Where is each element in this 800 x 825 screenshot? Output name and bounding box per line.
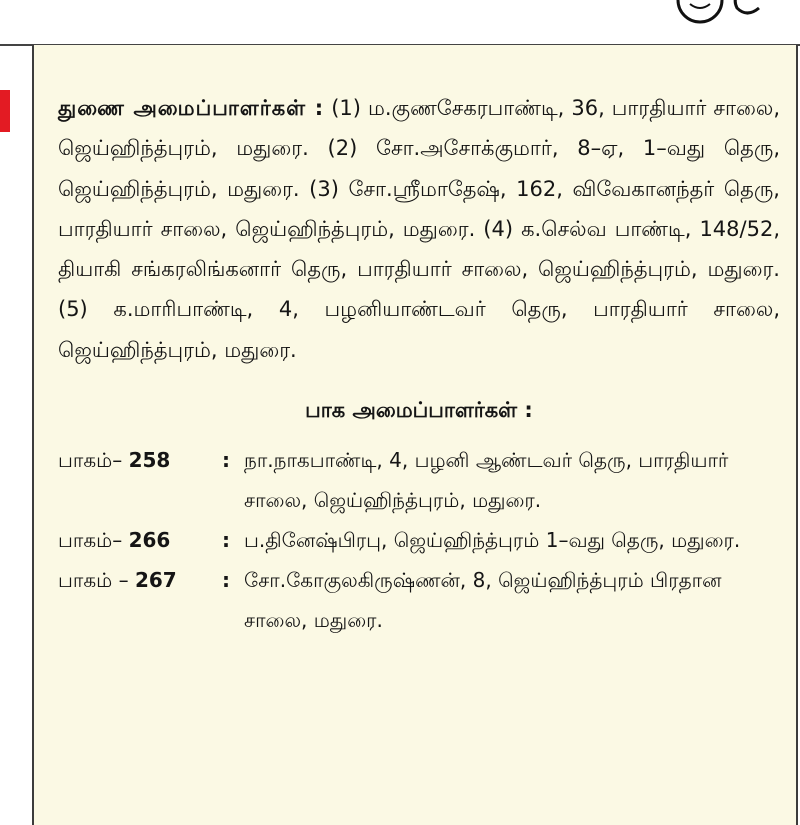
part-colon: :: [222, 528, 230, 553]
part-number: 267: [134, 568, 177, 593]
part-number: 266: [128, 528, 171, 553]
part-prefix: பாகம் –: [58, 568, 135, 593]
assistant-organizers-label: துணை அமைப்பாளர்கள் :: [58, 96, 325, 120]
assistant-organizers-paragraph: [58, 88, 780, 370]
part-colon: :: [222, 448, 230, 473]
part-prefix: பாகம்–: [58, 448, 129, 473]
part-organizers-heading: பாக அமைப்பாளர்கள் :: [305, 398, 533, 423]
part-organizer-text: ப.தினேஷ்பிரபு, ஜெய்ஹிந்த்புரம் 1–வது தெரு, மதுரை.: [244, 528, 741, 553]
part-entry: [58, 520, 780, 560]
part-entry: [58, 560, 780, 640]
part-label: [58, 440, 208, 520]
part-organizer-text: சோ.கோகுலகிருஷ்ணன், 8, ஜெய்ஹிந்த்புரம் பிரதான சாலை, மதுரை.: [244, 568, 722, 633]
part-organizer-text: நா.நாகபாண்டி, 4, பழனி ஆண்டவர் தெரு, பாரதியார் சாலை, ஜெய்ஹிந்த்புரம், மதுரை.: [244, 448, 729, 513]
notice-content: [58, 88, 780, 640]
part-entry: [58, 440, 780, 520]
part-number: 258: [128, 448, 171, 473]
part-label: [58, 520, 208, 560]
assistant-organizers-text: (1) ம.குணசேகரபாண்டி, 36, பாரதியார் சாலை, ஜெய்ஹிந்த்புரம், மதுரை. (2) சோ.அசோக்குமார், 8–ஏ, 1–வது தெரு, ஜெய்ஹிந்த்புரம், மதுரை. (3) சோ.ஸ்ரீமாதேஷ், 162, விவேகானந்தர் தெரு, பாரதியார் சாலை, ஜெய்ஹிந்த்புரம், மதுரை. (4) க.செல்வ பாண்டி, 148/52, தியாகி சங்கரலிங்கனார் தெரு, பாரதியார் சாலை, ஜெய்ஹிந்த்புரம், மதுரை. (5) க.மாரிபாண்டி, 4, பழனியாண்டவர் தெரு, பாரதியார் சாலை, ஜெய்ஹிந்த்புரம், மதுரை.: [58, 96, 780, 362]
part-prefix: பாகம்–: [58, 528, 129, 553]
partial-logo-icon: [650, 0, 790, 38]
red-section-marker: [0, 90, 10, 132]
part-label: [58, 560, 208, 640]
top-header-strip: [0, 0, 800, 46]
part-colon: :: [222, 568, 230, 593]
